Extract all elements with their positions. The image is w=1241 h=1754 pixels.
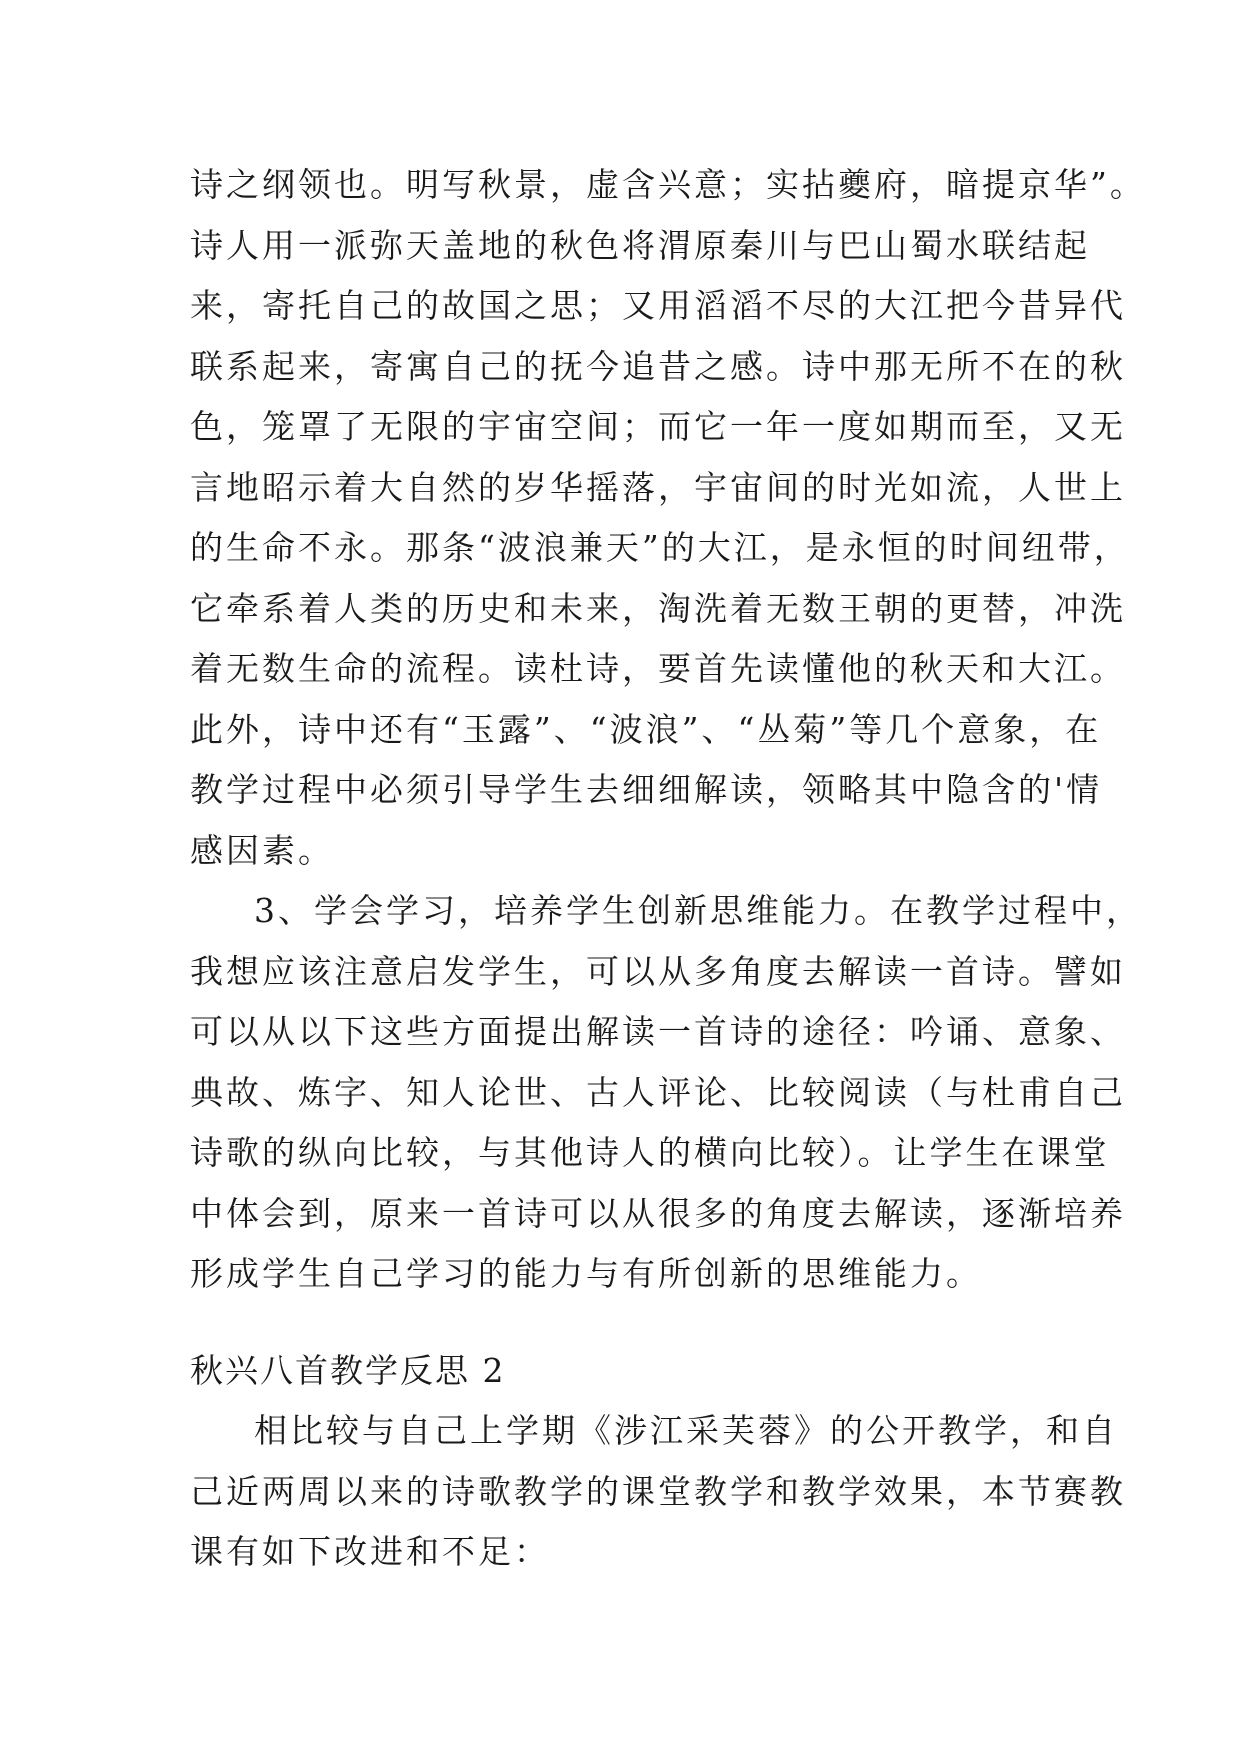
text-line: 言地昭示着大自然的岁华摇落，宇宙间的时光如流，人世上 bbox=[190, 467, 1126, 507]
paragraph-2 bbox=[190, 881, 1142, 1305]
text-line: 相比较与自己上学期《涉江采芙蓉》的公开教学，和自 bbox=[254, 1411, 1118, 1450]
text-line: 典故、炼字、知人论世、古人评论、比较阅读（与杜甫自己 bbox=[190, 1072, 1126, 1112]
text-line: 教学过程中必须引导学生去细细解读，领略其中隐含的'情 bbox=[190, 770, 1103, 809]
text-line: 色，笼罩了无限的宇宙空间；而它一年一度如期而至，又无 bbox=[190, 407, 1126, 446]
text-line: 3、学会学习，培养学生创新思维能力。在教学过程中， bbox=[254, 891, 1142, 930]
text-line: 课有如下改进和不足： bbox=[190, 1532, 550, 1571]
document-page bbox=[190, 155, 1146, 1583]
paragraph-3 bbox=[190, 1401, 1126, 1583]
paragraph-1 bbox=[190, 155, 1146, 881]
text-line: 诗之纲领也。明写秋景，虚含兴意；实拈夔府，暗提京华”。 bbox=[190, 165, 1146, 204]
text-line: 诗人用一派弥天盖地的秋色将渭原秦川与巴山蜀水联结起 bbox=[190, 225, 1090, 265]
text-line: 形成学生自己学习的能力与有所创新的思维能力。 bbox=[190, 1254, 982, 1293]
text-line: 己近两周以来的诗歌教学的课堂教学和教学效果，本节赛教 bbox=[190, 1471, 1126, 1511]
section-gap bbox=[190, 1305, 1060, 1341]
text-line: 诗歌的纵向比较，与其他诗人的横向比较）。让学生在课堂 bbox=[190, 1133, 1110, 1172]
text-line: 来，寄托自己的故国之思；又用滔滔不尽的大江把今昔异代 bbox=[190, 286, 1126, 325]
text-line: 着无数生命的流程。读杜诗，要首先读懂他的秋天和大江。 bbox=[190, 649, 1126, 688]
text-line: 感因素。 bbox=[190, 830, 334, 870]
text-line: 我想应该注意启发学生，可以从多角度去解读一首诗。譬如 bbox=[190, 951, 1126, 991]
text-line: 中体会到，原来一首诗可以从很多的角度去解读，逐渐培养 bbox=[190, 1193, 1126, 1233]
text-line: 此外，诗中还有“玉露”、“波浪”、“丛菊”等几个意象，在 bbox=[190, 709, 1102, 749]
text-line: 它牵系着人类的历史和未来，淘洗着无数王朝的更替，冲洗 bbox=[190, 588, 1126, 628]
text-line: 联系起来，寄寓自己的抚今追昔之感。诗中那无所不在的秋 bbox=[190, 346, 1126, 386]
text-line: 可以从以下这些方面提出解读一首诗的途径：吟诵、意象、 bbox=[190, 1012, 1126, 1051]
section-heading: 秋兴八首教学反思 2 bbox=[190, 1350, 506, 1390]
text-line: 的生命不永。那条“波浪兼天”的大江，是永恒的时间纽带， bbox=[190, 528, 1130, 567]
